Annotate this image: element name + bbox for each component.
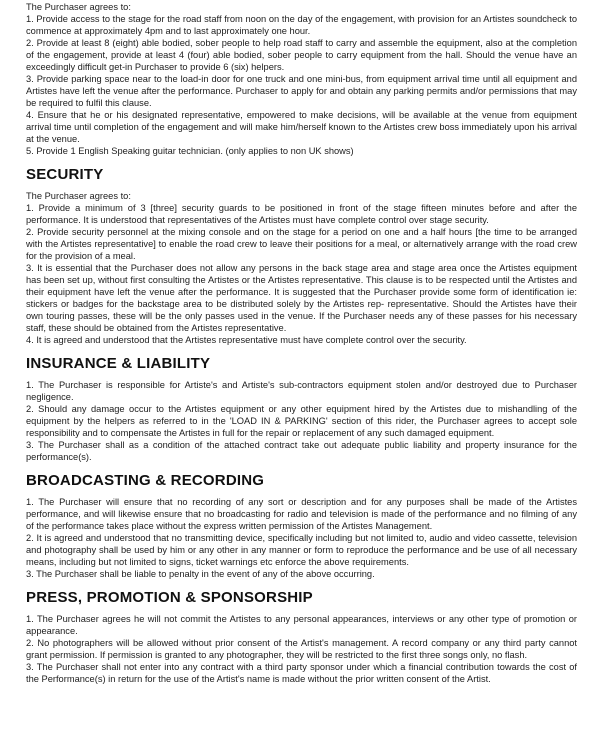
obligations-clause-4: 4. Ensure that he or his designated representative, empowered to make decisions, will be available at the venue from equipment arrival time until completion of the engagement and will make him/herself known to the Artistes crew boss immediately upon his arrival at the venue.: [26, 110, 577, 144]
section-broadcasting-recording: [26, 472, 577, 580]
insurance-liability-heading: INSURANCE & LIABILITY: [26, 355, 211, 372]
insurance-clause-3: 3. The Purchaser shall as a condition of the attached contract take out adequate public liability and property insurance for the performance(s).: [26, 440, 577, 462]
press-clause-1: 1. The Purchaser agrees he will not commit the Artistes to any personal appearances, interviews or any other type of promotion or appearance.: [26, 614, 577, 636]
security-clause-4: 4. It is agreed and understood that the Artistes representative must have complete control over the security.: [26, 335, 467, 345]
security-heading: SECURITY: [26, 166, 104, 183]
section-press-promotion-sponsorship: [26, 589, 577, 685]
broadcasting-clause-2: 2. It is agreed and understood that no transmitting device, specifically including but not limited to, audio and video cassette, television and photography shall be used by him or any other in any manner or form to reproduce the performance and be use of all necessary means, including but not limited to signs, ticket warnings etc enforce the above requirements.: [26, 533, 577, 567]
section-insurance-liability: [26, 355, 577, 463]
press-promotion-sponsorship-heading: PRESS, PROMOTION & SPONSORSHIP: [26, 589, 313, 606]
security-clause-2: 2. Provide security personnel at the mixing console and on the stage for a period on one and a half hours [the time to be arranged with the Artistes representative] to enable the road crew to leave their positions for a meal, or alternatively arrange with the road crew for the provision of a meal.: [26, 227, 577, 261]
security-intro: The Purchaser agrees to:: [26, 191, 131, 201]
section-purchaser-obligations: [26, 1, 577, 157]
insurance-clause-1: 1. The Purchaser is responsible for Artiste's and Artiste's sub-contractors equipment stolen and/or destroyed due to Purchaser negligence.: [26, 380, 577, 402]
obligations-clause-5: 5. Provide 1 English Speaking guitar technician. (only applies to non UK shows): [26, 146, 354, 156]
broadcasting-clause-3: 3. The Purchaser shall be liable to penalty in the event of any of the above occurring.: [26, 569, 375, 579]
security-clause-3: 3. It is essential that the Purchaser does not allow any persons in the back stage area and stage area once the Artistes equipment has been set up, without first consulting the Artistes or the Artistes representative. This clause is to be respected until the Artistes and their equipment have left the venue after the performance. It is suggested that the Purchaser provide some form of identification ie: stickers or badges for the backstage area to be distributed solely by the Artistes rep- representative. Should the Artistes have their own touring passes, these will be the only passes used in the venue. If the Purchaser needs any of these passes for his necessary staff, these should be obtained from the Artistes representative.: [26, 263, 577, 333]
security-clause-1: 1. Provide a minimum of 3 [three] security guards to be positioned in front of the stage fifteen minutes before and after the performance. It is understood that representatives of the Artistes must have complete control over stage security.: [26, 203, 577, 225]
purchaser-agrees-intro: The Purchaser agrees to:: [26, 2, 131, 12]
obligations-clause-2: 2. Provide at least 8 (eight) able bodied, sober people to help road staff to carry and assemble the equipment, also at the completion of the engagement, provide at least 4 (four) able bodied, sober people to carry equipment from the hall. Should the venue have an exceedingly difficult get-in Purchaser to provide 6 (six) helpers.: [26, 38, 577, 72]
obligations-clause-3: 3. Provide parking space near to the load-in door for one truck and one mini-bus, from equipment arrival time until all equipment and Artistes have left the venue after the performance. Purchaser to apply for and obtain any parking permits and/or permissions that may be required to fulfil this clause.: [26, 74, 577, 108]
broadcasting-clause-1: 1. The Purchaser will ensure that no recording of any sort or description and for any purposes shall be made of the Artistes performance, and will likewise ensure that no broadcasting for radio and television is made of the performance and no filming of any of the performance takes place without the express written permission of the Artistes Management.: [26, 497, 577, 531]
press-clause-3: 3. The Purchaser shall not enter into any contract with a third party sponsor under which a financial contribution towards the cost of the Performance(s) in return for the use of the Artist's name is made without the prior written consent of the Artist.: [26, 662, 577, 684]
broadcasting-recording-heading: BROADCASTING & RECORDING: [26, 472, 265, 489]
insurance-clause-2: 2. Should any damage occur to the Artistes equipment or any other equipment hired by the Artistes due to mishandling of the equipment by the helpers as referred to in the 'LOAD IN & PARKING' section of this rider, the Purchaser agrees to accept sole responsibility and to compensate the Artistes in full for the repair or replacement of any such damaged equipment.: [26, 404, 577, 438]
section-security: [26, 166, 577, 346]
obligations-clause-1: 1. Provide access to the stage for the road staff from noon on the day of the engagement, with provision for an Artistes soundcheck to commence at approximately 4pm and to last approximately one hour.: [26, 14, 577, 36]
press-clause-2: 2. No photographers will be allowed without prior consent of the Artist's management. A record company or any third party cannot grant permission. If permission is granted to any photographer, they will be restricted to the first three songs only, no flash.: [26, 638, 577, 660]
